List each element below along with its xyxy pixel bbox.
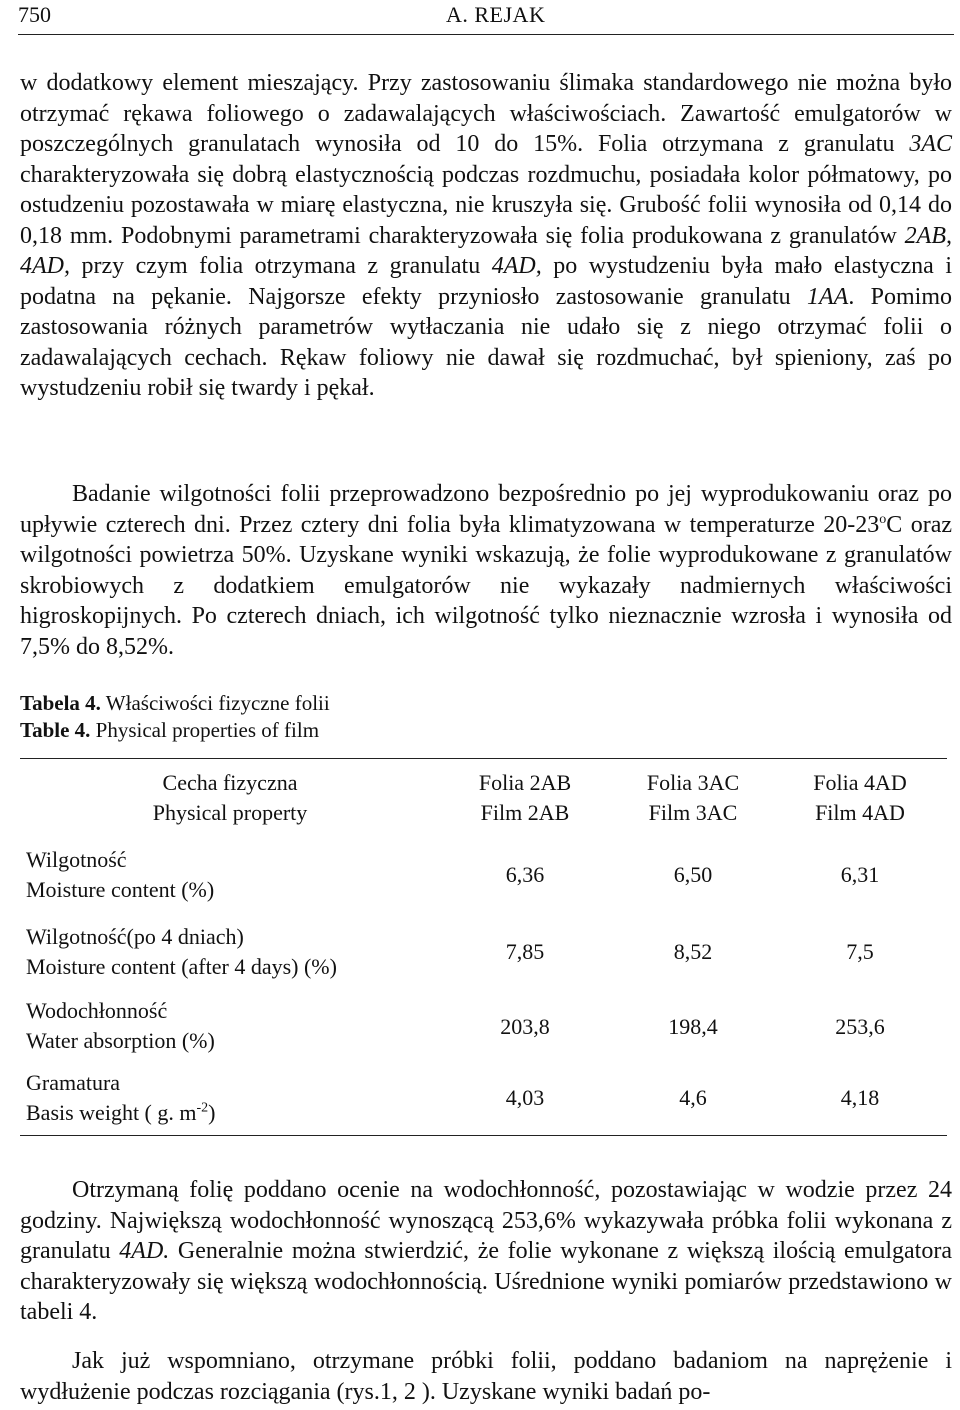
row-label-pl: Wilgotność bbox=[26, 847, 127, 872]
caption-text: Właściwości fizyczne folii bbox=[100, 691, 330, 715]
header-column-3ac bbox=[608, 768, 778, 828]
italic-run: 4AD. bbox=[119, 1238, 170, 1264]
degree-superscript: o bbox=[879, 511, 887, 527]
table-cell: 253,6 bbox=[835, 1014, 885, 1039]
table-cell: 7,5 bbox=[846, 939, 874, 964]
table-top-rule bbox=[20, 758, 947, 759]
row-label-pl: Wilgotność(po 4 dniach) bbox=[26, 924, 244, 949]
table-bottom-rule bbox=[20, 1135, 947, 1136]
header-en: Film 4AD bbox=[815, 800, 905, 825]
paragraph-3 bbox=[20, 1175, 952, 1328]
text-run: przy czym folia otrzymana z granulatu bbox=[70, 253, 492, 279]
text-run: charakteryzowała się dobrą elastycznością podczas rozdmuchu, posiadała kolor półmatowy, po ostudzeniu pozostawała w miarę elastyczna, nie kruszyła się. Grubość folii wynosiła od 0,14 do 0,18 mm. Podobnymi parametrami charakteryzowała się folia produkowana z granulatów bbox=[20, 161, 952, 249]
header-pl: Folia 2AB bbox=[478, 770, 572, 795]
text-run: w dodatkowy element mieszający. Przy zastosowaniu ślimaka standardowego nie można było otrzymać rękawa foliowego o zadawalających właściwościach. Zawartość emulgatorów w poszczególnych granulatach wynosiła od 10 do 15%. Folia otrzymana z granulatu bbox=[20, 70, 952, 157]
table-cell: 4,03 bbox=[505, 1085, 545, 1110]
table-cell: 6,31 bbox=[840, 862, 880, 887]
page-number: 750 bbox=[18, 2, 51, 27]
table-cell: 6,36 bbox=[505, 862, 545, 887]
text-run: Basis weight ( g. m bbox=[26, 1100, 197, 1125]
row-label-en bbox=[26, 1098, 446, 1128]
caption-text: Physical properties of film bbox=[90, 718, 320, 742]
header-en: Physical property bbox=[152, 800, 308, 825]
header-en: Film 3AC bbox=[648, 800, 738, 825]
text-run: . Pomimo zastosowania różnych parametrów wytłaczania nie udało się z niego otrzymać folii o zadawalających cechach. Rękaw foliowy nie dawał się rozdmuchać, był spieniony, zaś po wystudzeniu robił się twardy i pękał. bbox=[20, 283, 952, 401]
row-label-water-absorption bbox=[26, 996, 446, 1056]
row-label-en: Water absorption (%) bbox=[26, 1028, 215, 1053]
header-column-4ad bbox=[775, 768, 945, 828]
paragraph-4 bbox=[20, 1346, 952, 1407]
row-label-pl: Wodochłonność bbox=[26, 998, 168, 1023]
text-run: Jak już wspomniano, otrzymane próbki folii, poddano badaniom na naprężenie i wydłużenie podczas rozciągania (rys.1, 2 ). Uzyskane wyniki badań po- bbox=[20, 1348, 952, 1405]
row-label-moisture bbox=[26, 845, 446, 905]
row-label-en: Moisture content (after 4 days) (%) bbox=[26, 954, 337, 979]
italic-run: 4AD, bbox=[491, 253, 542, 279]
text-run: ) bbox=[208, 1100, 216, 1125]
text-run: C oraz wilgotności powietrza 50%. Uzyskane wyniki wskazują, że folie wyprodukowane z granulatów skrobiowych z dodatkiem emulgatorów nie wykazały nadmiernych właściwości higroskopijnych. Po czterech dniach, ich wilgotność tylko nieznacznie wzrosła i wynosiła od 7,5% do 8,52%. bbox=[20, 511, 952, 660]
header-pl: Folia 3AC bbox=[646, 770, 740, 795]
italic-run: 1AA bbox=[806, 283, 849, 310]
table-caption-en bbox=[20, 717, 319, 743]
table-cell: 203,8 bbox=[500, 1014, 550, 1039]
table-cell: 6,50 bbox=[673, 862, 713, 887]
header-pl: Cecha fizyczna bbox=[162, 770, 298, 795]
table-cell: 7,85 bbox=[505, 939, 545, 964]
exponent-superscript: -2 bbox=[196, 1100, 209, 1116]
text-run: Badanie wilgotności folii przeprowadzono bezpośrednio po jej wyprodukowaniu oraz po upływie czterech dni. Przez cztery dni folia była klimatyzowana w temperaturze 20-23 bbox=[20, 481, 952, 538]
header-column-2ab bbox=[440, 768, 610, 828]
running-head: A. REJAK bbox=[446, 2, 546, 27]
table-caption-pl bbox=[20, 690, 330, 716]
header-property bbox=[110, 768, 350, 828]
italic-run: 2AB, 4AD, bbox=[20, 222, 952, 279]
header-pl: Folia 4AD bbox=[813, 770, 907, 795]
page-header bbox=[18, 0, 954, 35]
table-cell: 198,4 bbox=[668, 1014, 718, 1039]
row-label-moisture-4-days bbox=[26, 922, 446, 982]
caption-label: Table 4. bbox=[20, 718, 91, 742]
paragraph-1 bbox=[20, 68, 952, 404]
text-run: Otrzymaną folię poddano ocenie na wodochłonność, pozostawiając w wodzie przez 24 godziny. Największą wodochłonność wynoszącą 253,6% wykazywała próbka folii wykonana z granulatu bbox=[20, 1177, 952, 1264]
table-cell: 8,52 bbox=[673, 939, 713, 964]
table-cell: 4,18 bbox=[840, 1085, 880, 1110]
row-label-basis-weight bbox=[26, 1068, 446, 1128]
header-en: Film 2AB bbox=[480, 800, 570, 825]
italic-run: 3AC bbox=[909, 131, 952, 157]
row-label-pl: Gramatura bbox=[26, 1070, 121, 1095]
caption-label: Tabela 4. bbox=[20, 691, 101, 715]
text-run: po wystudzeniu była mało elastyczna i podatna na pękanie. Najgorsze efekty przyniosło zastosowanie granulatu bbox=[20, 253, 952, 310]
text-run: Generalnie można stwierdzić, że folie wykonane z większą ilością emulgatora charakteryzowały się większą wodochłonnością. Uśrednione wyniki pomiarów przedstawiono w tabeli 4. bbox=[20, 1238, 952, 1325]
table-cell: 4,6 bbox=[679, 1085, 707, 1110]
paragraph-2 bbox=[20, 479, 952, 662]
row-label-en: Moisture content (%) bbox=[26, 877, 215, 902]
